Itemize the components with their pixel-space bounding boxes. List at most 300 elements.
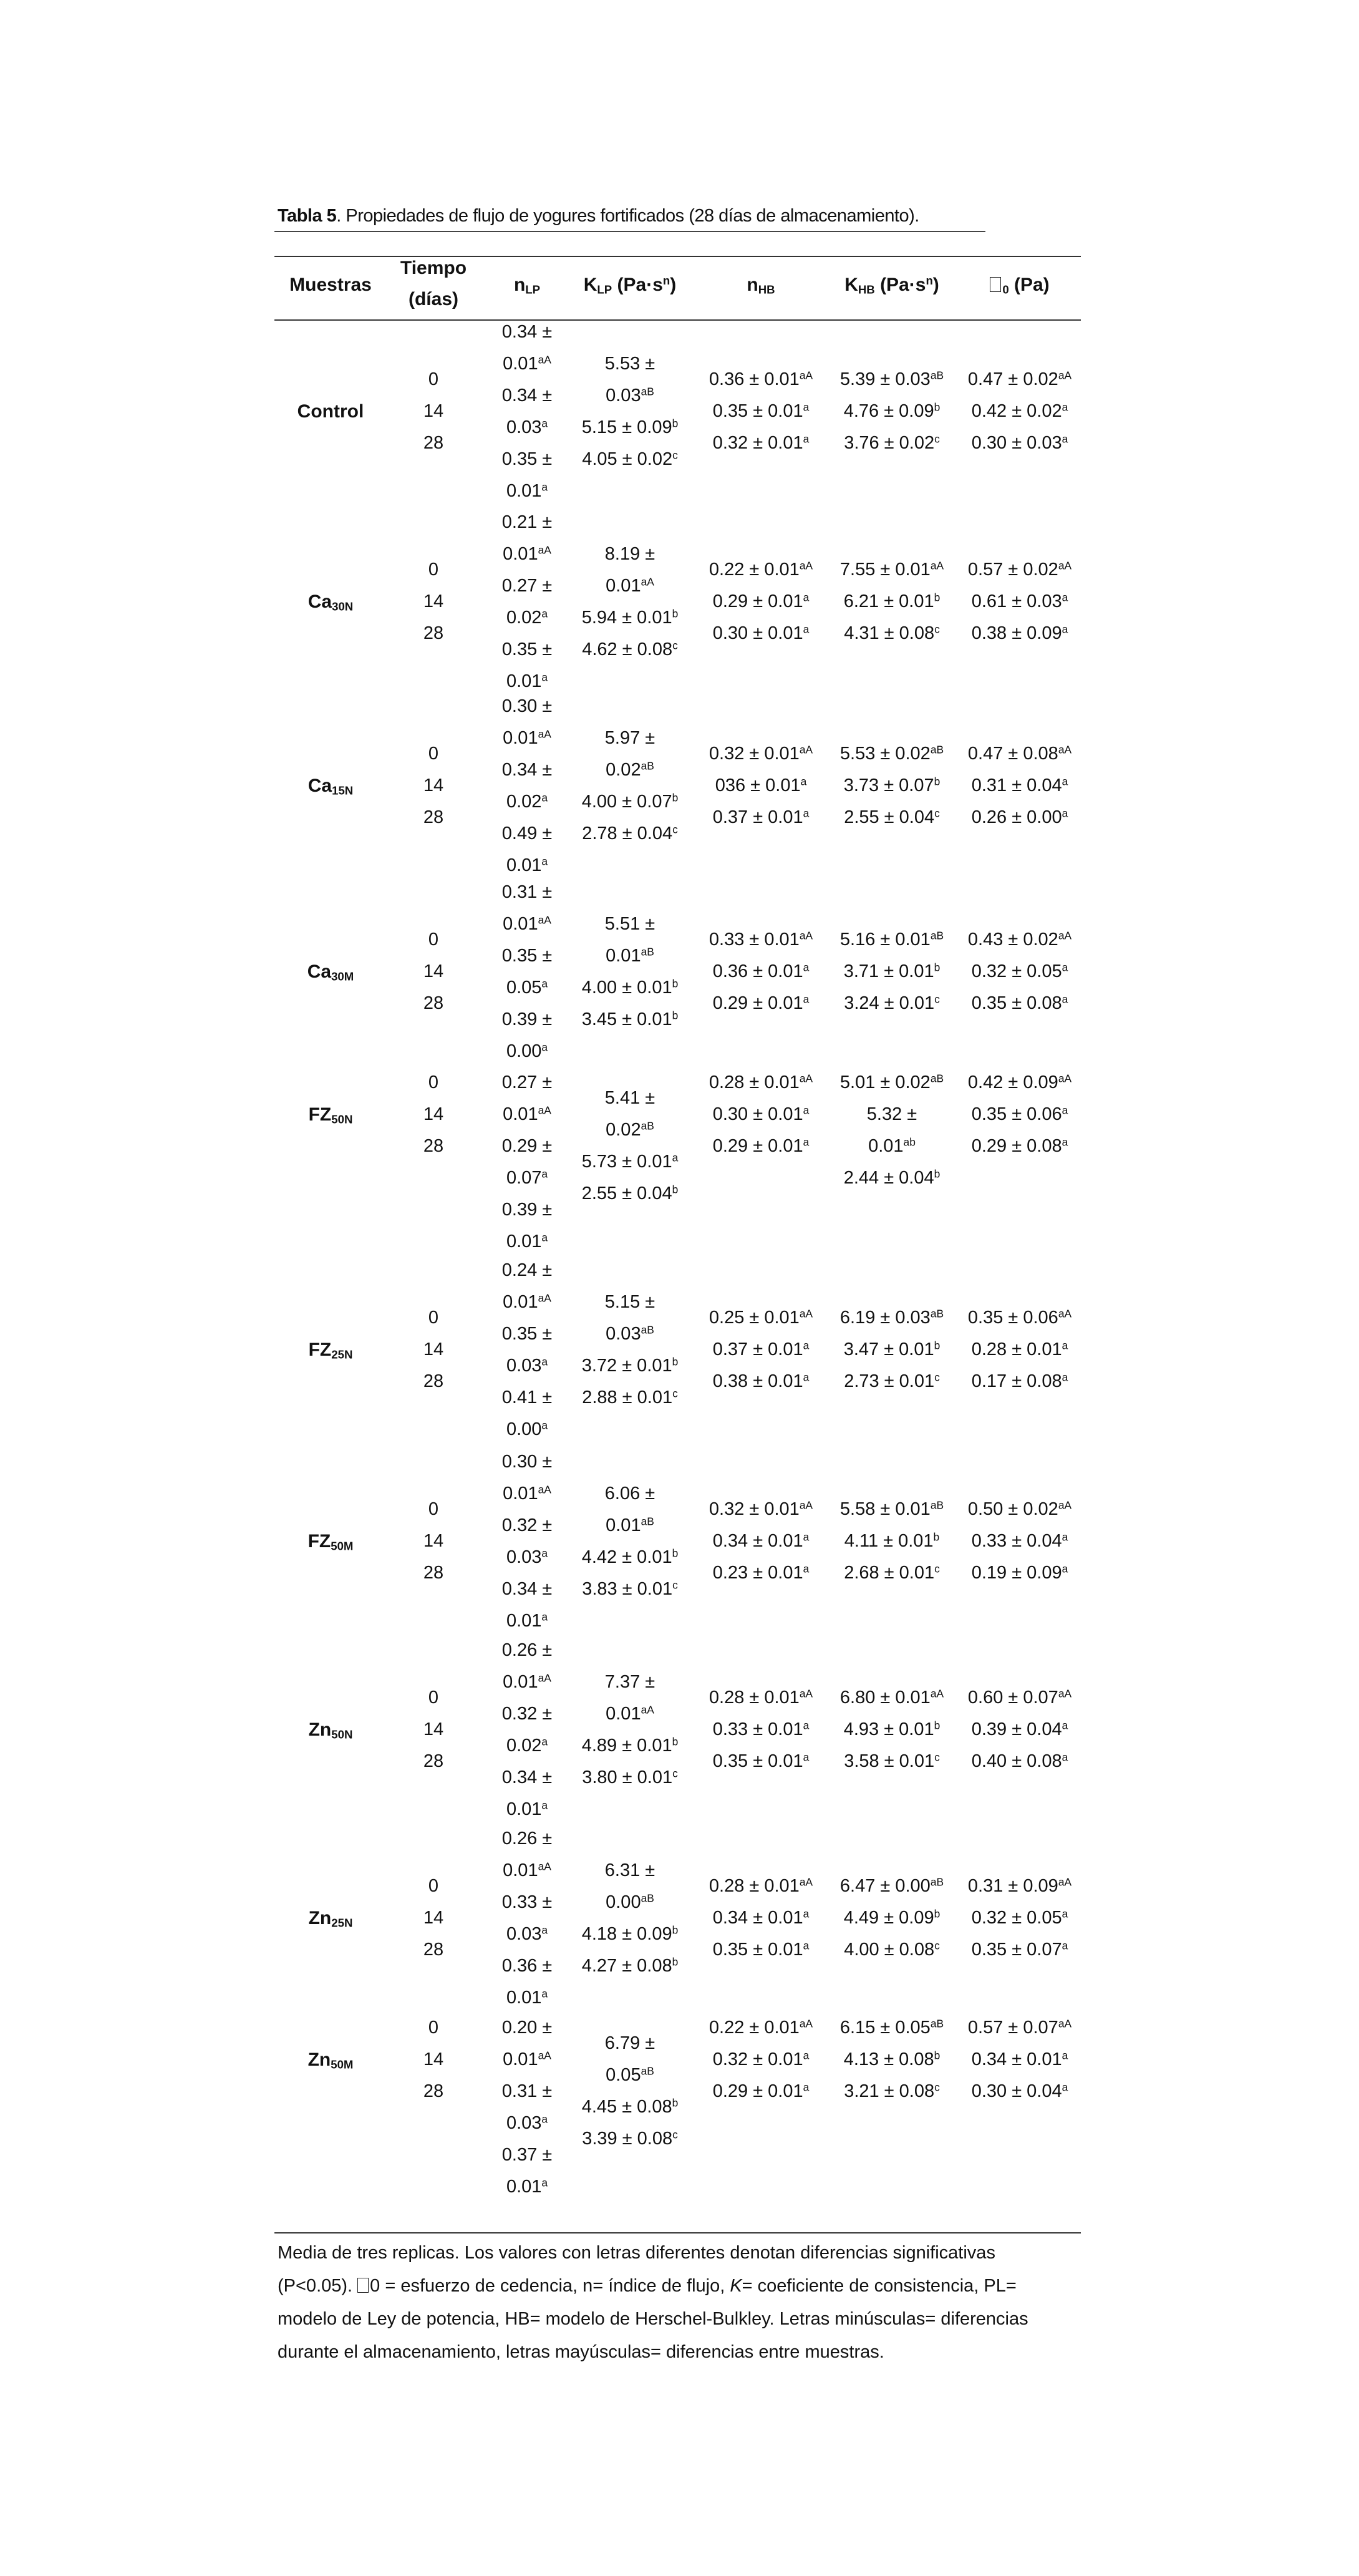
n-lp-sd-value: 0.02 [506, 792, 542, 812]
sample-row-zn25n-k-lp [568, 1855, 692, 1982]
k-hb-value-value: 4.31 ± 0.08 [844, 623, 935, 643]
n-hb-value-letters: a [803, 1530, 810, 1543]
sample-row-zn50m-k-lp [568, 2028, 692, 2155]
k-lp-value-letters: c [672, 639, 678, 652]
tau0-value [957, 1067, 1082, 1099]
time-14 [387, 1902, 480, 1934]
k-lp-value-value: 5.53 ± [604, 354, 655, 374]
n-lp-sd-value: 0.01 [503, 354, 538, 374]
sample-row-ca30n-times [387, 554, 480, 649]
n-hb-value-value: 0.28 ± 0.01 [709, 1072, 800, 1092]
k-hb-value-value: 5.16 ± 0.01 [839, 930, 931, 950]
n-lp-mean [486, 1255, 568, 1286]
n-lp-sd-letters: a [541, 2176, 548, 2189]
n-lp-sd-letters: a [541, 1547, 548, 1560]
sample-row-ca30n-n-lp [486, 507, 568, 697]
caption-label: Tabla 5 [278, 206, 337, 226]
sample-row-control-n-hb [699, 364, 823, 459]
n-lp-mean-value: 0.27 ± [501, 576, 553, 596]
k-lp-value-value: 5.51 ± [604, 914, 655, 934]
k-lp-value-letters: aB [641, 945, 654, 958]
sample-name: FZ [307, 1531, 331, 1552]
n-lp-sd-letters: a [541, 977, 548, 990]
k-lp-value-letters: c [672, 2128, 678, 2141]
n-lp-sd [486, 786, 568, 818]
tau0-value-letters: a [1062, 1939, 1068, 1952]
n-lp-mean [486, 1635, 568, 1666]
k-lp-value [568, 786, 692, 818]
tau0-value-letters: aA [1058, 559, 1072, 572]
n-lp-sd-value: 0.01 [503, 2049, 538, 2069]
time-0-value: 0 [428, 369, 439, 389]
sample-row-fz50n-tau0 [957, 1067, 1082, 1162]
header-k-lp [568, 270, 692, 301]
tau0-value [957, 1870, 1082, 1902]
caption-text: . Propiedades de flujo de yogures fortificados (28 días de almacenamiento). [336, 206, 919, 226]
n-lp-mean [486, 1762, 568, 1794]
header-k-lp-main: K [583, 275, 597, 295]
n-lp-sd-letters: aA [538, 913, 551, 926]
n-hb-value-letters: a [803, 2081, 810, 2094]
n-lp-sd-letters: a [541, 855, 548, 868]
sample-subscript: 30N [332, 600, 354, 613]
n-lp-mean [486, 1950, 568, 1982]
k-lp-value [568, 538, 692, 570]
k-hb-value-value: 6.15 ± 0.05 [839, 2018, 931, 2038]
k-lp-value-value: 4.42 ± 0.01 [581, 1547, 672, 1567]
k-lp-value-value: 8.19 ± [604, 544, 655, 564]
k-hb-value-value: 4.13 ± 0.08 [843, 2049, 934, 2069]
k-hb-value-value: 6.47 ± 0.00 [839, 1876, 931, 1896]
k-hb-value-letters: c [934, 623, 940, 636]
sample-row-ca30n-k-lp [568, 538, 692, 666]
k-lp-value [568, 412, 692, 444]
time-28 [387, 2076, 480, 2107]
k-hb-value-letters: b [934, 591, 941, 604]
k-lp-value-value: 6.06 ± [604, 1484, 655, 1504]
k-lp-value-value: 3.72 ± 0.01 [581, 1356, 672, 1376]
header-n-hb-main: n [747, 275, 758, 295]
sample-row-ca15n-label [274, 770, 387, 802]
tau0-value-value: 0.35 ± 0.06 [971, 1104, 1062, 1124]
n-hb-value [699, 1494, 823, 1525]
time-14-value: 14 [423, 1339, 444, 1359]
k-hb-value-value: 2.68 ± 0.01 [844, 1563, 935, 1583]
sample-row-fz50m-n-hb [699, 1494, 823, 1589]
tau0-value [957, 364, 1082, 396]
k-hb-value-letters: c [934, 807, 940, 820]
n-lp-sd-letters: a [541, 417, 548, 430]
header-tiempo [387, 253, 480, 315]
k-lp-value [568, 1918, 692, 1950]
n-lp-sd-value: 0.00 [506, 1041, 542, 1061]
n-lp-sd-letters: a [541, 1167, 548, 1180]
n-lp-sd-value: 0.01 [506, 1611, 542, 1631]
n-lp-mean-value: 0.49 ± [501, 824, 553, 843]
n-lp-mean-value: 0.21 ± [501, 512, 553, 532]
sample-row-ca30n-n-hb [699, 554, 823, 649]
n-hb-value-value: 036 ± 0.01 [715, 775, 801, 795]
n-lp-sd [486, 2044, 568, 2076]
header-k-lp-close: ) [670, 275, 677, 295]
sample-row-ca30m-tau0 [957, 924, 1082, 1019]
k-lp-value-value: 5.15 ± [604, 1292, 655, 1312]
time-14-value: 14 [423, 591, 444, 611]
n-hb-value-value: 0.34 ± 0.01 [712, 1531, 803, 1551]
tau0-value-letters: aA [1058, 1875, 1072, 1888]
time-0 [387, 1870, 480, 1902]
n-lp-mean [486, 570, 568, 602]
k-lp-value [568, 940, 692, 972]
k-hb-value-letters: aB [930, 743, 944, 756]
k-hb-value-letters: c [934, 432, 940, 445]
k-hb-value-letters: c [934, 2081, 940, 2094]
n-hb-value-value: 0.25 ± 0.01 [709, 1308, 800, 1328]
tau0-value-value: 0.30 ± 0.03 [971, 433, 1062, 453]
n-hb-value-value: 0.30 ± 0.01 [712, 623, 803, 643]
k-lp-value-value: 0.02 [606, 1120, 641, 1140]
k-lp-value-value: 3.83 ± 0.01 [582, 1579, 673, 1599]
time-0-value: 0 [428, 1499, 439, 1519]
n-lp-mean [486, 1887, 568, 1918]
k-hb-value [829, 1682, 954, 1714]
sample-subscript: 25N [331, 1916, 353, 1930]
n-lp-mean-value: 0.32 ± [501, 1515, 553, 1535]
n-lp-sd-letters: a [541, 1987, 548, 2000]
k-lp-value-value: 5.15 ± 0.09 [581, 417, 672, 437]
sample-row-fz50n-n-hb [699, 1067, 823, 1162]
k-hb-value [829, 1334, 954, 1366]
tau0-value-value: 0.30 ± 0.04 [971, 2081, 1062, 2101]
tau0-value-value: 0.32 ± 0.05 [971, 1908, 1062, 1928]
n-lp-sd [486, 1226, 568, 1258]
tau0-value-value: 0.19 ± 0.09 [971, 1563, 1062, 1583]
n-lp-mean [486, 444, 568, 475]
time-28-value: 28 [423, 1136, 444, 1156]
n-hb-value-letters: aA [799, 2017, 813, 2030]
tau0-value-letters: a [1062, 623, 1068, 636]
n-lp-sd-letters: a [541, 607, 548, 620]
n-lp-sd-value: 0.01 [503, 1292, 538, 1312]
tau0-value-value: 0.38 ± 0.09 [971, 623, 1062, 643]
sample-row-zn50m-n-hb [699, 2012, 823, 2107]
n-lp-mean-value: 0.34 ± [501, 760, 553, 780]
time-28 [387, 802, 480, 834]
tau0-value-value: 0.47 ± 0.08 [967, 744, 1058, 764]
k-hb-value-letters: aA [930, 1687, 944, 1700]
n-lp-sd-value: 0.00 [506, 1419, 542, 1439]
k-hb-value-letters: b [934, 961, 941, 974]
n-lp-sd [486, 602, 568, 634]
n-hb-value-value: 0.32 ± 0.01 [712, 2049, 803, 2069]
n-lp-sd-value: 0.03 [506, 1547, 542, 1567]
n-lp-mean-value: 0.37 ± [501, 2145, 553, 2165]
sample-name: FZ [308, 1339, 332, 1360]
sample-row-zn50m-n-lp [486, 2012, 568, 2203]
n-lp-mean [486, 1067, 568, 1099]
k-hb-value-value: 3.47 ± 0.01 [843, 1339, 934, 1359]
time-28-value: 28 [423, 2081, 444, 2101]
tau0-value-value: 0.43 ± 0.02 [967, 930, 1058, 950]
k-hb-value [829, 1746, 954, 1777]
time-0 [387, 924, 480, 956]
k-lp-value [568, 818, 692, 850]
sample-subscript: 30M [331, 970, 354, 983]
n-hb-value [699, 1099, 823, 1130]
n-lp-sd-value: 0.03 [506, 1924, 542, 1944]
k-lp-value [568, 1146, 692, 1178]
k-lp-value-value: 2.55 ± 0.04 [581, 1184, 672, 1203]
k-hb-value-letters: aA [930, 559, 944, 572]
k-hb-value [829, 396, 954, 427]
n-lp-sd-value: 0.01 [503, 914, 538, 934]
tau0-value-value: 0.57 ± 0.07 [967, 2018, 1058, 2038]
n-hb-value-letters: aA [799, 1687, 813, 1700]
k-hb-value-letters: aB [930, 1307, 944, 1320]
n-hb-value [699, 1746, 823, 1777]
sample-row-fz50n-k-lp [568, 1082, 692, 1210]
n-hb-value [699, 364, 823, 396]
sample-row-zn25n-n-hb [699, 1870, 823, 1966]
header-k-hb-units: (Pa·s [874, 275, 926, 295]
time-0-value: 0 [428, 1308, 439, 1328]
n-hb-value-value: 0.22 ± 0.01 [709, 2018, 800, 2038]
time-14-value: 14 [423, 1719, 444, 1739]
sample-row-fz50n-times [387, 1067, 480, 1162]
time-14-value: 14 [423, 1531, 444, 1551]
n-lp-mean [486, 1698, 568, 1730]
k-lp-value-letters: aB [641, 759, 654, 772]
tau0-value-value: 0.35 ± 0.07 [971, 1940, 1062, 1960]
n-hb-value-value: 0.35 ± 0.01 [712, 1751, 803, 1771]
k-lp-value [568, 1382, 692, 1414]
sample-row-zn50n-n-hb [699, 1682, 823, 1777]
table-bottom-rule [274, 2232, 1081, 2233]
sample-row-ca15n-times [387, 738, 480, 834]
k-lp-value-letters: aB [641, 1515, 654, 1528]
n-lp-mean [486, 380, 568, 412]
sample-row-ca15n-n-lp [486, 691, 568, 882]
k-hb-value [829, 554, 954, 586]
time-0 [387, 364, 480, 396]
sample-row-zn50n-k-lp [568, 1666, 692, 1794]
sample-row-ca30m-times [387, 924, 480, 1019]
missing-glyph-icon [990, 277, 1001, 292]
n-hb-value-letters: a [803, 1939, 810, 1952]
footnote-line-3: modelo de Ley de potencia, HB= modelo de Herschel-Bulkley. Letras minúsculas= diferencias [278, 2309, 1028, 2329]
header-k-lp-units: (Pa·s [612, 275, 663, 295]
n-lp-mean [486, 877, 568, 908]
n-hb-value [699, 738, 823, 770]
k-lp-value [568, 1573, 692, 1605]
time-14-value: 14 [423, 1104, 444, 1124]
n-lp-mean [486, 1130, 568, 1162]
k-lp-value [568, 2123, 692, 2155]
sample-row-zn25n-label [274, 1902, 387, 1934]
k-hb-value-letters: aB [930, 2017, 944, 2030]
time-28-value: 28 [423, 623, 444, 643]
n-lp-sd-letters: a [541, 1923, 548, 1937]
header-n-hb-sub: HB [758, 283, 775, 296]
n-hb-value-value: 0.29 ± 0.01 [712, 1136, 803, 1156]
k-hb-value-letters: b [933, 1530, 940, 1543]
n-lp-sd-letters: aA [538, 727, 551, 741]
k-lp-value-letters: b [672, 417, 679, 430]
time-0-value: 0 [428, 744, 439, 764]
sample-row-fz25n-times [387, 1302, 480, 1397]
tau0-value-value: 0.32 ± 0.05 [971, 961, 1062, 981]
tau0-value [957, 1714, 1082, 1746]
n-hb-value-letters: a [803, 1907, 810, 1920]
k-lp-value-letters: aB [641, 1892, 654, 1905]
k-hb-value-value: 4.49 ± 0.09 [843, 1908, 934, 1928]
n-hb-value-letters: aA [799, 929, 813, 942]
time-0 [387, 1302, 480, 1334]
k-hb-value-value: 2.73 ± 0.01 [844, 1371, 935, 1391]
tau0-value [957, 1746, 1082, 1777]
k-hb-value-value: 7.55 ± 0.01 [839, 560, 931, 580]
time-0 [387, 1494, 480, 1525]
tau0-value [957, 1682, 1082, 1714]
sample-name: FZ [308, 1104, 332, 1125]
header-n-lp [486, 270, 568, 301]
k-hb-value-letters: aB [930, 1072, 944, 1085]
k-hb-value-letters: b [934, 2049, 941, 2062]
time-14 [387, 1099, 480, 1130]
n-lp-sd-value: 0.03 [506, 417, 542, 437]
k-lp-value [568, 1730, 692, 1762]
k-hb-value-value: 6.19 ± 0.03 [839, 1308, 931, 1328]
sample-row-fz50m-tau0 [957, 1494, 1082, 1589]
n-lp-mean [486, 2076, 568, 2107]
n-hb-value [699, 1525, 823, 1557]
n-lp-mean [486, 940, 568, 972]
k-hb-value-letters: b [934, 1339, 941, 1352]
time-28-value: 28 [423, 1940, 444, 1960]
tau0-value-letters: aA [1058, 1499, 1072, 1512]
tau0-value [957, 770, 1082, 802]
sample-row-zn50n-n-lp [486, 1635, 568, 1825]
tau0-value [957, 554, 1082, 586]
sample-row-zn50n-k-hb [829, 1682, 954, 1777]
n-lp-mean-value: 0.34 ± [501, 322, 553, 342]
sample-row-ca30n-label [274, 586, 387, 618]
n-lp-sd-letters: aA [538, 353, 551, 366]
tau0-value [957, 427, 1082, 459]
sample-row-zn50m-k-hb [829, 2012, 954, 2107]
n-lp-sd-value: 0.01 [506, 855, 542, 875]
k-lp-value-letters: b [672, 1547, 679, 1560]
k-lp-value [568, 722, 692, 754]
k-lp-value-value: 3.45 ± 0.01 [581, 1009, 672, 1029]
tau0-value-letters: a [1062, 2049, 1068, 2062]
k-hb-value-letters: c [934, 1751, 940, 1764]
n-hb-value [699, 1334, 823, 1366]
tau0-value-letters: aA [1058, 929, 1072, 942]
time-0 [387, 2012, 480, 2044]
header-n-lp-main: n [513, 275, 526, 295]
k-hb-value [829, 618, 954, 649]
time-0 [387, 1682, 480, 1714]
k-lp-value [568, 348, 692, 380]
sample-row-ca30m-n-lp [486, 877, 568, 1067]
k-lp-value [568, 602, 692, 634]
tau0-value-letters: a [1062, 1751, 1068, 1764]
n-lp-mean [486, 2012, 568, 2044]
footnote-line-2c: K [730, 2276, 742, 2296]
n-lp-mean-value: 0.20 ± [501, 2018, 553, 2038]
table-header-rule [274, 319, 1081, 321]
k-hb-value-value: 3.24 ± 0.01 [844, 993, 935, 1013]
k-hb-value-value: 2.44 ± 0.04 [843, 1168, 934, 1188]
n-hb-value [699, 988, 823, 1019]
n-hb-value [699, 924, 823, 956]
n-lp-sd-letters: aA [538, 1104, 551, 1117]
n-lp-mean-value: 0.36 ± [501, 1956, 553, 1976]
time-28-value: 28 [423, 1751, 444, 1771]
n-lp-sd-value: 0.01 [503, 1104, 538, 1124]
tau0-value [957, 1557, 1082, 1589]
header-k-lp-exp: n [662, 273, 670, 287]
n-hb-value-letters: a [803, 623, 810, 636]
n-lp-sd [486, 2171, 568, 2203]
n-lp-sd-letters: a [541, 1735, 548, 1748]
k-lp-value-letters: b [672, 977, 679, 990]
k-lp-value-value: 4.18 ± 0.09 [581, 1924, 672, 1944]
k-hb-value-letters: b [934, 1167, 941, 1180]
n-hb-value-letters: a [803, 432, 810, 445]
n-lp-sd [486, 1730, 568, 1762]
time-14 [387, 1334, 480, 1366]
n-lp-mean [486, 2139, 568, 2171]
tau0-value-value: 0.29 ± 0.08 [971, 1136, 1062, 1156]
n-lp-mean-value: 0.27 ± [501, 1072, 553, 1092]
sample-row-ca15n-tau0 [957, 738, 1082, 834]
n-lp-mean-value: 0.39 ± [501, 1200, 553, 1220]
n-hb-value-value: 0.28 ± 0.01 [709, 1688, 800, 1708]
k-lp-value-letters: b [672, 1955, 679, 1968]
n-hb-value [699, 1934, 823, 1966]
k-lp-value [568, 1855, 692, 1887]
n-hb-value [699, 1557, 823, 1589]
k-lp-value-letters: c [672, 823, 678, 836]
n-lp-sd [486, 722, 568, 754]
k-hb-value-value: 3.73 ± 0.07 [843, 775, 934, 795]
k-hb-value [829, 364, 954, 396]
header-n-lp-sub: LP [525, 283, 541, 296]
n-hb-value-letters: a [803, 1135, 810, 1149]
n-hb-value-letters: aA [799, 1072, 813, 1085]
k-hb-value-letters: aB [930, 929, 944, 942]
n-hb-value-letters: aA [799, 1307, 813, 1320]
sample-row-zn25n-n-lp [486, 1823, 568, 2014]
time-28 [387, 1557, 480, 1589]
time-28-value: 28 [423, 1371, 444, 1391]
missing-glyph-icon [357, 2278, 369, 2293]
tau0-value [957, 586, 1082, 618]
k-lp-value-value: 5.41 ± [604, 1088, 655, 1108]
header-k-hb-main: K [844, 275, 858, 295]
n-lp-sd [486, 1542, 568, 1573]
header-tau0-units: (Pa) [1008, 275, 1050, 295]
n-hb-value [699, 554, 823, 586]
k-hb-value [829, 427, 954, 459]
time-14-value: 14 [423, 1908, 444, 1928]
k-lp-value-letters: aA [641, 1703, 654, 1716]
n-lp-mean [486, 634, 568, 666]
k-hb-value [829, 738, 954, 770]
n-lp-sd [486, 1099, 568, 1130]
